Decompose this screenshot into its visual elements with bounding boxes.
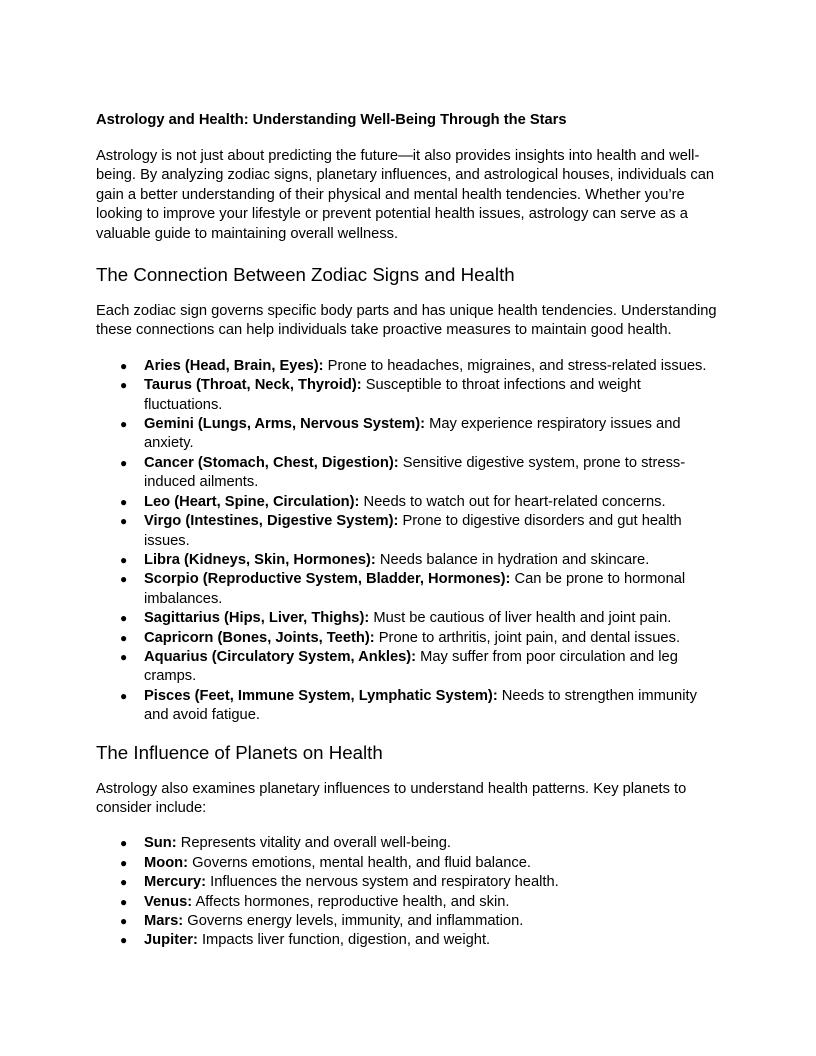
bullet-icon: ● [120,455,128,470]
zodiac-signs-list [96,357,720,726]
intro-paragraph: Astrology is not just about predicting the future—it also provides insights into health and well-being. By analyzing zodiac signs, planetary influences, and astrological houses, individuals can gain a better understanding of their physical and mental health tendencies. Whether you’re looking to improve your lifestyle or prevent potential health issues, astrology can serve as a valuable guide to maintaining overall wellness. [96,148,715,242]
list-item-term: Virgo (Intestines, Digestive System): [144,513,399,530]
list-item-description: Needs balance in hydration and skincare. [375,551,650,568]
list-item-term: Sun: [144,835,177,852]
list-item-description: May suffer from poor circulation and leg cramps. [144,648,678,685]
planets-list [96,834,720,950]
section-heading-zodiac: The Connection Between Zodiac Signs and Health [96,264,515,286]
list-item-term: Libra (Kidneys, Skin, Hormones): [144,551,376,568]
list-item-term: Scorpio (Reproductive System, Bladder, Hormones): [144,571,511,588]
list-item-aries [96,357,720,376]
list-item-description: Governs emotions, mental health, and fluid balance. [188,854,531,871]
bullet-icon: ● [120,649,128,664]
list-item-capricorn [96,629,720,648]
bullet-icon: ● [120,855,128,870]
list-item-leo [96,493,720,512]
bullet-icon: ● [120,933,128,948]
list-item-description: Prone to headaches, migraines, and stress-related issues. [323,357,707,374]
list-item-cancer [96,454,720,493]
list-item-term: Sagittarius (Hips, Liver, Thighs): [144,610,370,627]
list-item-gemini [96,415,720,454]
bullet-icon: ● [120,688,128,703]
bullet-icon: ● [120,630,128,645]
bullet-icon: ● [120,572,128,587]
list-item-term: Aquarius (Circulatory System, Ankles): [144,648,417,665]
list-item-mars [96,912,720,931]
list-item-moon [96,854,720,873]
bullet-icon: ● [120,494,128,509]
list-item-aquarius [96,648,720,687]
list-item-virgo [96,512,720,551]
list-item-description: Represents vitality and overall well-being. [176,835,451,852]
bullet-icon: ● [120,914,128,928]
list-item-description: Prone to digestive disorders and gut health issues. [144,513,682,549]
list-item-sun [96,834,720,853]
bullet-icon: ● [120,358,128,373]
list-item-description: Needs to strengthen immunity and avoid fatigue. [144,687,697,724]
list-item-description: Needs to watch out for heart-related concerns. [359,493,666,510]
list-item-description: Sensitive digestive system, prone to stress-induced ailments. [144,454,686,491]
list-item-pisces [96,687,720,726]
bullet-icon: ● [120,836,128,851]
zodiac-intro-paragraph: Each zodiac sign governs specific body parts and has unique health tendencies. Understanding these connections can help individuals take proactive measures to maintain good health. [96,303,717,339]
list-item-mercury [96,873,720,892]
list-item-sagittarius [96,609,720,628]
bullet-icon: ● [120,552,128,567]
list-item-taurus [96,376,720,415]
bullet-icon: ● [120,514,128,529]
list-item-jupiter [96,931,720,950]
list-item-description: May experience respiratory issues and anxiety. [144,416,681,452]
list-item-term: Gemini (Lungs, Arms, Nervous System): [144,416,426,433]
list-item-term: Aries (Head, Brain, Eyes): [144,357,324,374]
list-item-venus [96,893,720,912]
list-item-description: Can be prone to hormonal imbalances. [144,571,686,607]
list-item-description: Must be cautious of liver health and joint pain. [369,610,672,627]
document-page [96,111,720,951]
list-item-term: Taurus (Throat, Neck, Thyroid): [144,377,362,394]
list-item-term: Leo (Heart, Spine, Circulation): [144,493,360,510]
planets-intro-paragraph: Astrology also examines planetary influences to understand health patterns. Key planets to consider include: [96,780,687,816]
bullet-icon: ● [120,875,128,890]
section-heading-planets: The Influence of Planets on Health [96,741,383,763]
list-item-term: Jupiter: [144,932,198,949]
list-item-description: Susceptible to throat infections and weight fluctuations. [144,377,641,413]
list-item-scorpio [96,570,720,609]
bullet-icon: ● [120,894,128,909]
list-item-term: Moon: [144,854,189,871]
list-item-term: Cancer (Stomach, Chest, Digestion): [144,454,399,471]
list-item-description: Affects hormones, reproductive health, and skin. [192,893,510,910]
list-item-description: Influences the nervous system and respiratory health. [206,874,559,891]
list-item-description: Prone to arthritis, joint pain, and dental issues. [374,629,681,646]
list-item-term: Venus: [144,893,193,910]
bullet-icon: ● [120,611,128,626]
list-item-term: Mercury: [144,874,207,891]
list-item-description: Impacts liver function, digestion, and weight. [197,932,491,949]
list-item-description: Governs energy levels, immunity, and inflammation. [183,913,524,929]
list-item-libra [96,551,720,570]
bullet-icon: ● [120,417,128,432]
document-title: Astrology and Health: Understanding Well-Being Through the Stars [96,112,567,128]
list-item-term: Mars: [144,913,184,929]
list-item-term: Capricorn (Bones, Joints, Teeth): [144,629,375,646]
bullet-icon: ● [120,378,128,393]
list-item-term: Pisces (Feet, Immune System, Lymphatic System): [144,687,498,704]
